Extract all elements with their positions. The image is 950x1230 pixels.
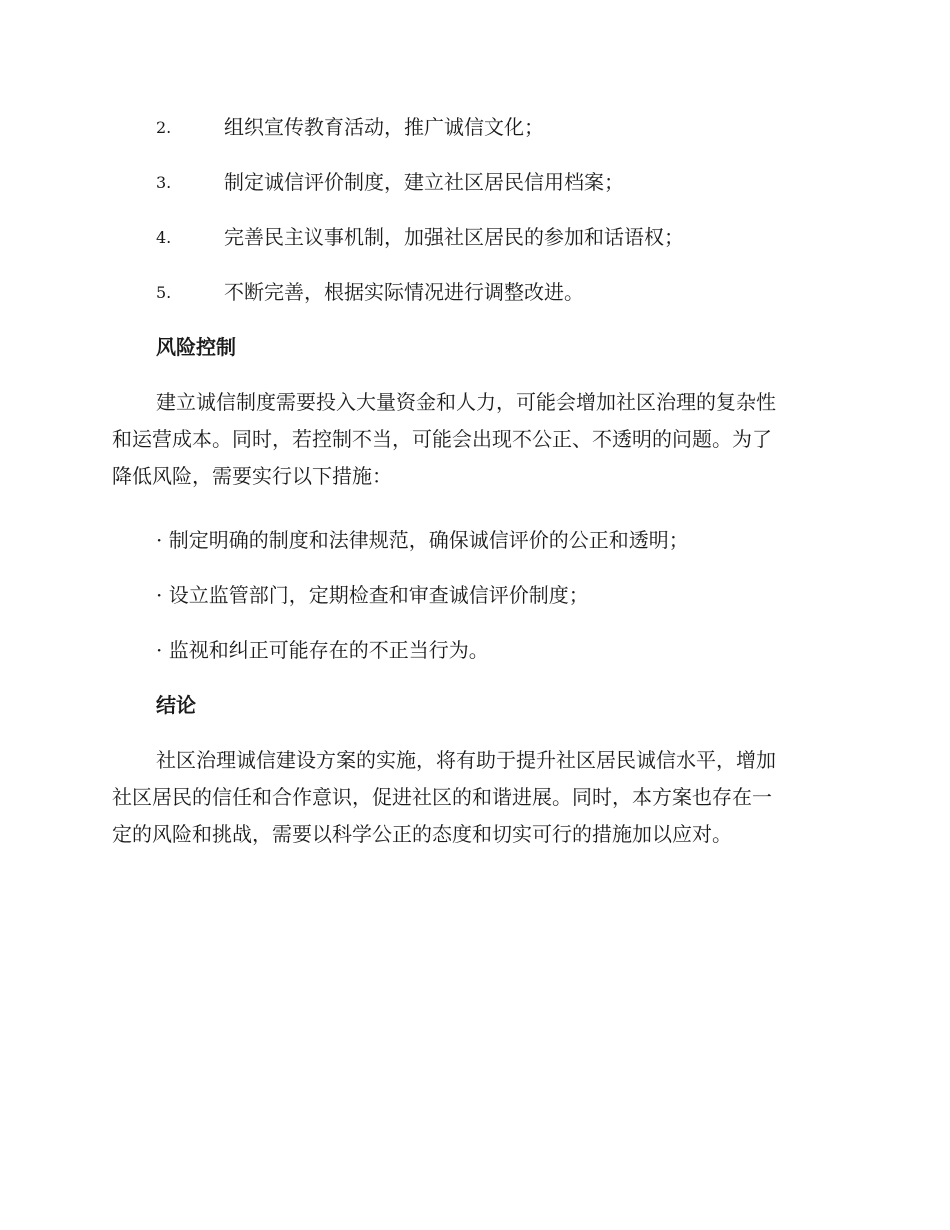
paragraph-line: 社区居民的信任和合作意识，促进社区的和谐进展。同时，本方案也存在一 bbox=[112, 785, 772, 809]
paragraph-line: 定的风险和挑战，需要以科学公正的态度和切实可行的措施加以应对。 bbox=[112, 822, 732, 846]
conclusion-heading: 结论 bbox=[156, 693, 196, 717]
list-item bbox=[0, 222, 950, 252]
paragraph-line: 建立诚信制度需要投入大量资金和人力，可能会增加社区治理的复杂性 bbox=[156, 390, 776, 414]
bullet-item: · 制定明确的制度和法律规范，确保诚信评价的公正和透明； bbox=[156, 528, 689, 552]
list-number: 5. bbox=[156, 283, 172, 302]
paragraph-line: 社区治理诚信建设方案的实施，将有助于提升社区居民诚信水平，增加 bbox=[156, 748, 776, 772]
list-number: 2. bbox=[156, 118, 172, 137]
conclusion-paragraph bbox=[112, 742, 832, 853]
list-number: 3. bbox=[156, 173, 172, 192]
paragraph-line: 降低风险，需要实行以下措施： bbox=[112, 464, 392, 488]
bullet-item: · 监视和纠正可能存在的不正当行为。 bbox=[156, 638, 489, 662]
risk-heading: 风险控制 bbox=[156, 335, 236, 359]
list-item bbox=[0, 112, 950, 142]
list-text: 不断完善，根据实际情况进行调整改进。 bbox=[224, 280, 584, 304]
list-number: 4. bbox=[156, 228, 172, 247]
list-text: 制定诚信评价制度，建立社区居民信用档案； bbox=[224, 170, 624, 194]
list-item bbox=[0, 277, 950, 307]
list-text: 组织宣传教育活动，推广诚信文化； bbox=[224, 115, 544, 139]
paragraph-line: 和运营成本。同时，若控制不当，可能会出现不公正、不透明的问题。为了 bbox=[112, 427, 772, 451]
list-text: 完善民主议事机制，加强社区居民的参加和话语权； bbox=[224, 225, 684, 249]
bullet-item: · 设立监管部门，定期检查和审查诚信评价制度； bbox=[156, 583, 589, 607]
list-item bbox=[0, 167, 950, 197]
risk-paragraph bbox=[112, 384, 832, 495]
